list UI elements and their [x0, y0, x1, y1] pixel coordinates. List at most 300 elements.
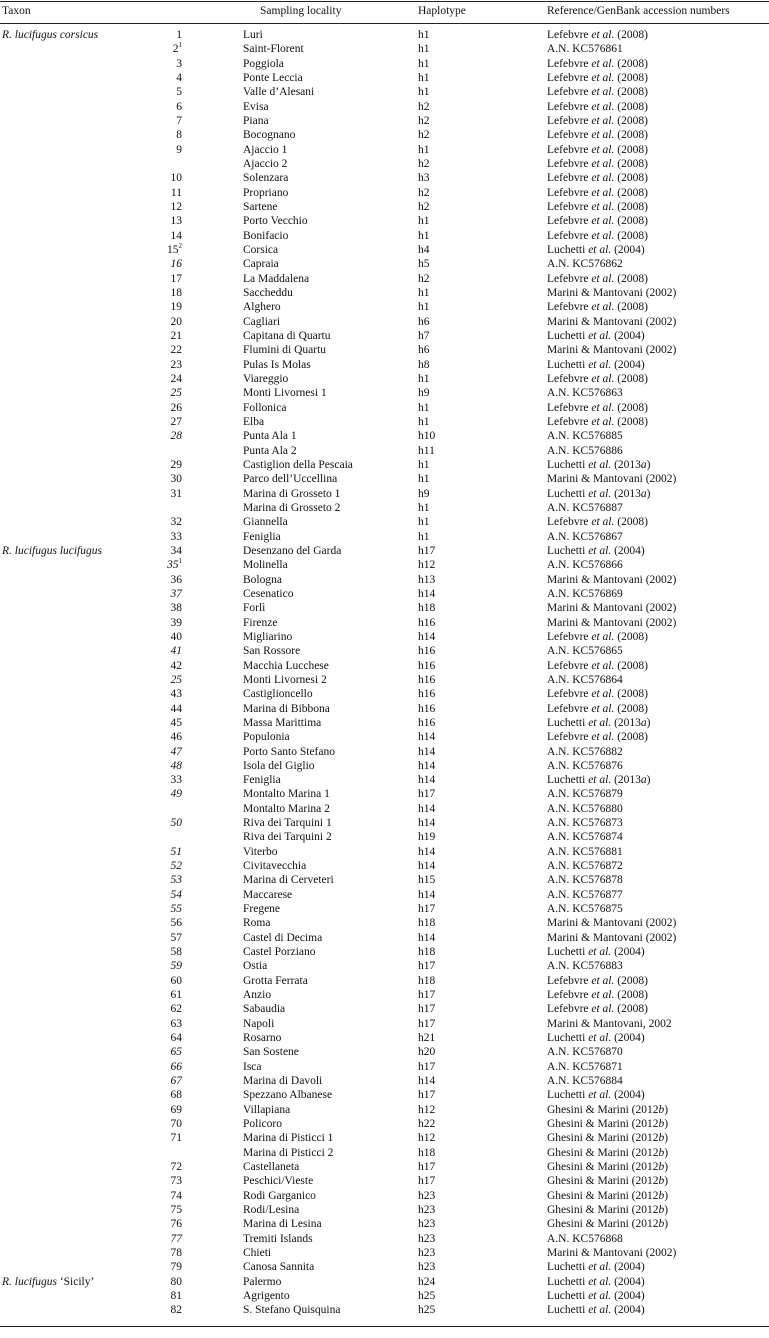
reference-cell: Luchetti et al. (2013a)	[547, 774, 651, 787]
site-number-value: 57	[170, 931, 182, 944]
reference-cell: Marini & Mantovani (2002)	[547, 573, 677, 586]
locality-cell: Ponte Leccia	[243, 71, 303, 84]
site-number-value: 69	[170, 1103, 182, 1116]
locality-cell: Rodi/Lesina	[243, 1204, 300, 1217]
site-number-value: 70	[170, 1118, 182, 1131]
site-number-value: 5	[176, 86, 182, 99]
site-number	[150, 315, 182, 329]
locality-cell: Montalto Marina 2	[243, 802, 330, 815]
reference-cell: A.N. KC576882	[547, 745, 623, 758]
locality-cell: Viareggio	[243, 372, 289, 385]
table-row	[0, 902, 769, 916]
reference-cell: Lefebvre et al. (2008)	[547, 630, 648, 643]
locality-cell: Riva dei Tarquini 1	[243, 817, 332, 830]
haplotype-cell: h25	[418, 1304, 436, 1317]
haplotype-cell: h14	[418, 774, 436, 787]
haplotype-cell: h2	[418, 200, 430, 213]
haplotype-cell: h2	[418, 186, 430, 199]
table-row	[0, 444, 769, 458]
locality-cell: Evisa	[243, 100, 269, 113]
locality-cell: Isola del Giglio	[243, 759, 315, 772]
locality-cell: Bologna	[243, 573, 282, 586]
haplotype-cell: h20	[418, 1046, 436, 1059]
haplotype-cell: h25	[418, 1290, 436, 1303]
locality-cell: Propriano	[243, 186, 289, 199]
haplotype-cell: h5	[418, 258, 430, 271]
site-number	[150, 659, 182, 673]
haplotype-cell: h1	[418, 57, 430, 70]
table-row	[0, 186, 769, 200]
site-number-value: 40	[170, 630, 182, 643]
haplotype-cell: h1	[418, 143, 430, 156]
site-number	[150, 343, 182, 357]
haplotype-cell: h1	[418, 229, 430, 242]
reference-cell: Luchetti et al. (2013a)	[547, 487, 651, 500]
table-row	[0, 1017, 769, 1031]
locality-cell: Pulas Is Molas	[243, 358, 311, 371]
site-number	[150, 859, 182, 873]
site-number	[150, 1160, 182, 1174]
haplotype-cell: h12	[418, 1103, 436, 1116]
locality-cell: Marina di Bibbona	[243, 702, 330, 715]
top-rule	[0, 1, 769, 2]
reference-cell: A.N. KC576886	[547, 444, 623, 457]
haplotype-cell: h1	[418, 215, 430, 228]
site-number-value: 74	[170, 1189, 182, 1202]
haplotype-cell: h23	[418, 1232, 436, 1245]
header-rule	[0, 23, 769, 24]
table-row	[0, 830, 769, 844]
table-row	[0, 229, 769, 243]
table-row	[0, 315, 769, 329]
site-number	[150, 687, 182, 701]
reference-cell: A.N. KC576871	[547, 1060, 623, 1073]
reference-cell: Lefebvre et al. (2008)	[547, 86, 648, 99]
locality-cell: Monti Livornesi 1	[243, 387, 327, 400]
haplotype-cell: h17	[418, 960, 436, 973]
site-number	[150, 730, 182, 744]
haplotype-cell: h24	[418, 1275, 436, 1288]
site-number-value: 80	[170, 1275, 182, 1288]
haplotype-cell: h23	[418, 1261, 436, 1274]
locality-cell: Riva dei Tarquini 2	[243, 831, 332, 844]
site-number	[150, 630, 182, 644]
site-number-value: 23	[170, 358, 182, 371]
site-number-value: 45	[170, 716, 182, 729]
locality-cell: Canosa Sannita	[243, 1261, 315, 1274]
table-row	[0, 143, 769, 157]
site-number	[150, 429, 182, 443]
site-number-value: 10	[170, 172, 182, 185]
reference-cell: Ghesini & Marini (2012b)	[547, 1218, 669, 1231]
site-number	[150, 1002, 182, 1016]
locality-cell: Macchia Lucchese	[243, 659, 329, 672]
reference-cell: Marini & Mantovani (2002)	[547, 931, 677, 944]
locality-cell: Punta Ala 2	[243, 444, 297, 457]
locality-cell: San Sostene	[243, 1046, 299, 1059]
site-number-value: 53	[170, 874, 182, 887]
table-row	[0, 343, 769, 357]
haplotype-cell: h17	[418, 1060, 436, 1073]
table-row	[0, 257, 769, 271]
table-row	[0, 1002, 769, 1016]
reference-cell: Marini & Mantovani (2002)	[547, 315, 677, 328]
locality-cell: Marina di Pisticci 2	[243, 1146, 334, 1159]
table-row	[0, 1160, 769, 1174]
site-number	[150, 171, 182, 185]
locality-cell: Bocognano	[243, 129, 296, 142]
reference-cell: Ghesini & Marini (2012b)	[547, 1132, 669, 1145]
locality-cell: Policoro	[243, 1118, 282, 1131]
locality-cell: Alghero	[243, 301, 281, 314]
table-row	[0, 587, 769, 601]
table-row	[0, 415, 769, 429]
locality-cell: Desenzano del Garda	[243, 544, 342, 557]
reference-cell: Marini & Mantovani (2002)	[547, 473, 677, 486]
haplotype-cell: h19	[418, 831, 436, 844]
table-row	[0, 128, 769, 142]
reference-cell: Marini & Mantovani (2002)	[547, 1247, 677, 1260]
table-row	[0, 974, 769, 988]
site-number-value: 66	[170, 1060, 182, 1073]
reference-cell: A.N. KC576868	[547, 1232, 623, 1245]
site-number	[150, 888, 182, 902]
site-number	[150, 1060, 182, 1074]
locality-cell: Capraia	[243, 258, 279, 271]
locality-cell: Castiglion della Pescaia	[243, 458, 353, 471]
locality-cell: Agrigento	[243, 1290, 290, 1303]
table-row	[0, 458, 769, 472]
site-number-value: 33	[170, 530, 182, 543]
reference-cell: Lefebvre et al. (2008)	[547, 229, 648, 242]
site-number	[150, 959, 182, 973]
reference-cell: Ghesini & Marini (2012b)	[547, 1204, 669, 1217]
haplotype-cell: h23	[418, 1204, 436, 1217]
locality-cell: Cesenatico	[243, 587, 294, 600]
site-number-value: 67	[170, 1075, 182, 1088]
site-number	[150, 601, 182, 615]
locality-cell: Piana	[243, 114, 269, 127]
reference-cell: Lefebvre et al. (2008)	[547, 989, 648, 1002]
locality-cell: Palermo	[243, 1275, 282, 1288]
site-number	[150, 257, 182, 271]
site-number-value: 30	[170, 473, 182, 486]
site-number	[150, 558, 182, 572]
site-number-value: 54	[170, 888, 182, 901]
haplotype-cell: h1	[418, 516, 430, 529]
haplotype-cell: h15	[418, 874, 436, 887]
reference-cell: A.N. KC576883	[547, 960, 623, 973]
reference-cell: Luchetti et al. (2004)	[547, 329, 645, 342]
site-number	[150, 873, 182, 887]
haplotype-cell: h14	[418, 745, 436, 758]
table-row	[0, 573, 769, 587]
site-number	[150, 286, 182, 300]
site-number-value: 19	[170, 301, 182, 314]
reference-cell: A.N. KC576880	[547, 802, 623, 815]
site-number-value: 16	[170, 258, 182, 271]
reference-cell: Lefebvre et al. (2008)	[547, 415, 648, 428]
reference-cell: Marini & Mantovani (2002)	[547, 344, 677, 357]
site-number	[150, 716, 182, 730]
locality-cell: Montalto Marina 1	[243, 788, 330, 801]
table-row	[0, 616, 769, 630]
site-number-value: 21	[170, 329, 182, 342]
site-number-value: 42	[170, 659, 182, 672]
site-number-value: 63	[170, 1017, 182, 1030]
site-number-value: 1	[176, 29, 182, 41]
site-number-value: 56	[170, 917, 182, 930]
site-number-value: 60	[170, 974, 182, 987]
bottom-rule	[0, 1326, 769, 1327]
site-number	[150, 1289, 182, 1303]
site-number	[150, 386, 182, 400]
reference-cell: Lefebvre et al. (2008)	[547, 114, 648, 127]
site-number-value: 34	[170, 544, 182, 557]
site-number	[150, 1103, 182, 1117]
reference-cell: Luchetti et al. (2004)	[547, 1275, 645, 1288]
table-row	[0, 200, 769, 214]
reference-cell: Lefebvre et al. (2008)	[547, 215, 648, 228]
site-number	[150, 329, 182, 343]
table-row	[0, 1260, 769, 1274]
site-number-value: 11	[170, 186, 182, 199]
reference-cell: Marini & Mantovani, 2002	[547, 1017, 672, 1030]
reference-cell: Luchetti et al. (2004)	[547, 358, 645, 371]
site-number	[150, 272, 182, 286]
table-row	[0, 787, 769, 801]
reference-cell: A.N. KC576865	[547, 645, 623, 658]
table-row	[0, 1045, 769, 1059]
haplotype-cell: h1	[418, 43, 430, 56]
haplotype-cell: h7	[418, 329, 430, 342]
reference-cell: A.N. KC576879	[547, 788, 623, 801]
haplotype-cell: h16	[418, 645, 436, 658]
site-number	[150, 616, 182, 630]
locality-cell: Viterbo	[243, 845, 278, 858]
haplotype-cell: h16	[418, 702, 436, 715]
reference-cell: A.N. KC576866	[547, 559, 623, 572]
table-row	[0, 1146, 769, 1160]
table-row	[0, 71, 769, 85]
table-row	[0, 802, 769, 816]
site-number-value: 41	[170, 645, 182, 658]
table-row	[0, 243, 769, 257]
locality-cell: San Rossore	[243, 645, 301, 658]
table-row	[0, 544, 769, 558]
reference-cell: Luchetti et al. (2004)	[547, 946, 645, 959]
site-number	[150, 787, 182, 801]
site-number-value: 6	[176, 100, 182, 113]
reference-cell: Lefebvre et al. (2008)	[547, 71, 648, 84]
site-number	[150, 745, 182, 759]
haplotype-cell: h1	[418, 29, 430, 41]
table-row	[0, 358, 769, 372]
reference-cell: Lefebvre et al. (2008)	[547, 702, 648, 715]
reference-cell: A.N. KC576869	[547, 587, 623, 600]
haplotype-cell: h3	[418, 172, 430, 185]
site-number-value: 25	[170, 673, 182, 686]
haplotype-cell: h12	[418, 559, 436, 572]
locality-cell: Castiglioncello	[243, 688, 313, 701]
haplotype-cell: h11	[418, 444, 435, 457]
site-number-value: 64	[170, 1032, 182, 1045]
haplotype-cell: h1	[418, 501, 430, 514]
table-row	[0, 300, 769, 314]
reference-cell: Luchetti et al. (2004)	[547, 1304, 645, 1317]
table-row	[0, 28, 769, 42]
table-row	[0, 1203, 769, 1217]
site-number-value: 13	[170, 215, 182, 228]
site-number-value: 79	[170, 1261, 182, 1274]
locality-cell: Solenzara	[243, 172, 289, 185]
site-number	[150, 85, 182, 99]
table-row	[0, 1131, 769, 1145]
locality-cell: Porto Vecchio	[243, 215, 308, 228]
locality-cell: Maccarese	[243, 888, 293, 901]
haplotype-cell: h10	[418, 430, 436, 443]
table-row	[0, 1103, 769, 1117]
site-number	[150, 1031, 182, 1045]
locality-cell: Firenze	[243, 616, 278, 629]
site-number-value: 15	[167, 243, 179, 256]
haplotype-cell: h17	[418, 1003, 436, 1016]
table-row	[0, 515, 769, 529]
site-number	[150, 57, 182, 71]
site-number	[150, 114, 182, 128]
reference-cell: A.N. KC576887	[547, 501, 623, 514]
reference-cell: Luchetti et al. (2004)	[547, 1032, 645, 1045]
haplotype-cell: h22	[418, 1118, 436, 1131]
site-number	[150, 372, 182, 386]
site-number-value: 78	[170, 1247, 182, 1260]
site-number-value: 50	[170, 817, 182, 830]
site-number-value: 72	[170, 1161, 182, 1174]
locality-cell: Cagliari	[243, 315, 281, 328]
locality-cell: Valle d’Alesani	[243, 86, 315, 99]
haplotype-cell: h16	[418, 616, 436, 629]
site-number	[150, 988, 182, 1002]
site-number	[150, 974, 182, 988]
locality-cell: S. Stefano Quisquina	[243, 1304, 341, 1317]
table-row	[0, 745, 769, 759]
site-number	[150, 573, 182, 587]
haplotype-cell: h9	[418, 387, 430, 400]
locality-cell: Grotta Ferrata	[243, 974, 308, 987]
site-number	[150, 702, 182, 716]
site-number-value: 14	[170, 229, 182, 242]
site-number-value: 62	[170, 1003, 182, 1016]
table-row	[0, 702, 769, 716]
locality-cell: Castel Porziano	[243, 946, 316, 959]
reference-cell: Ghesini & Marini (2012b)	[547, 1175, 669, 1188]
haplotype-cell: h17	[418, 788, 436, 801]
reference-cell: Lefebvre et al. (2008)	[547, 100, 648, 113]
haplotype-cell: h16	[418, 673, 436, 686]
locality-cell: Populonia	[243, 731, 290, 744]
locality-cell: Marina di Davoli	[243, 1075, 323, 1088]
haplotype-cell: h23	[418, 1189, 436, 1202]
reference-cell: A.N. KC576864	[547, 673, 623, 686]
reference-cell: Ghesini & Marini (2012b)	[547, 1103, 669, 1116]
site-number	[150, 472, 182, 486]
taxon-cell: R. lucifugus lucifugus	[2, 544, 102, 557]
reference-cell: Lefebvre et al. (2008)	[547, 301, 648, 314]
table-row	[0, 429, 769, 443]
table-row	[0, 85, 769, 99]
haplotype-cell: h17	[418, 1017, 436, 1030]
site-number	[150, 515, 182, 529]
haplotype-cell: h18	[418, 917, 436, 930]
site-number-value: 49	[170, 788, 182, 801]
table-row	[0, 845, 769, 859]
haplotype-cell: h2	[418, 272, 430, 285]
locality-cell: Villapiana	[243, 1103, 291, 1116]
locality-cell: Bonifacio	[243, 229, 289, 242]
table-row	[0, 601, 769, 615]
site-number	[150, 1017, 182, 1031]
locality-cell: Ajaccio 1	[243, 143, 288, 156]
site-number-value: 25	[170, 387, 182, 400]
site-number	[150, 1117, 182, 1131]
site-number	[150, 143, 182, 157]
table-row	[0, 888, 769, 902]
site-number	[150, 243, 182, 257]
reference-cell: Lefebvre et al. (2008)	[547, 29, 648, 41]
site-number-value: 38	[170, 602, 182, 615]
table-row	[0, 42, 769, 56]
haplotype-cell: h23	[418, 1247, 436, 1260]
reference-cell: Luchetti et al. (2004)	[547, 243, 645, 256]
locality-cell: Marina di Grosseto 1	[243, 487, 341, 500]
locality-cell: Saccheddu	[243, 286, 293, 299]
site-number	[150, 1232, 182, 1246]
table-row	[0, 1275, 769, 1289]
locality-cell: Migliarino	[243, 630, 293, 643]
site-number-value: 39	[170, 616, 182, 629]
site-number-value: 81	[170, 1290, 182, 1303]
locality-cell: Marina di Grosseto 2	[243, 501, 341, 514]
site-number-value: 37	[170, 587, 182, 600]
site-number	[150, 1246, 182, 1260]
haplotype-cell: h14	[418, 731, 436, 744]
haplotype-cell: h14	[418, 931, 436, 944]
site-number-value: 43	[170, 688, 182, 701]
locality-cell: Marina di Pisticci 1	[243, 1132, 334, 1145]
site-number-value: 52	[170, 860, 182, 873]
site-number	[150, 1174, 182, 1188]
table-row	[0, 730, 769, 744]
site-number	[150, 544, 182, 558]
locality-cell: Castel di Decima	[243, 931, 323, 944]
table-row	[0, 816, 769, 830]
reference-cell: A.N. KC576876	[547, 759, 623, 772]
haplotype-cell: h8	[418, 358, 430, 371]
header-taxon: Taxon	[2, 5, 31, 17]
haplotype-cell: h18	[418, 946, 436, 959]
reference-cell: Lefebvre et al. (2008)	[547, 129, 648, 142]
table-row	[0, 372, 769, 386]
locality-cell: Feniglia	[243, 530, 281, 543]
haplotype-cell: h17	[418, 1089, 436, 1102]
site-number-value: 47	[170, 745, 182, 758]
table-row	[0, 100, 769, 114]
reference-cell: Lefebvre et al. (2008)	[547, 688, 648, 701]
locality-cell: Ostia	[243, 960, 268, 973]
locality-cell: Parco dell’Uccellina	[243, 473, 338, 486]
site-number	[150, 902, 182, 916]
reference-cell: Lefebvre et al. (2008)	[547, 186, 648, 199]
